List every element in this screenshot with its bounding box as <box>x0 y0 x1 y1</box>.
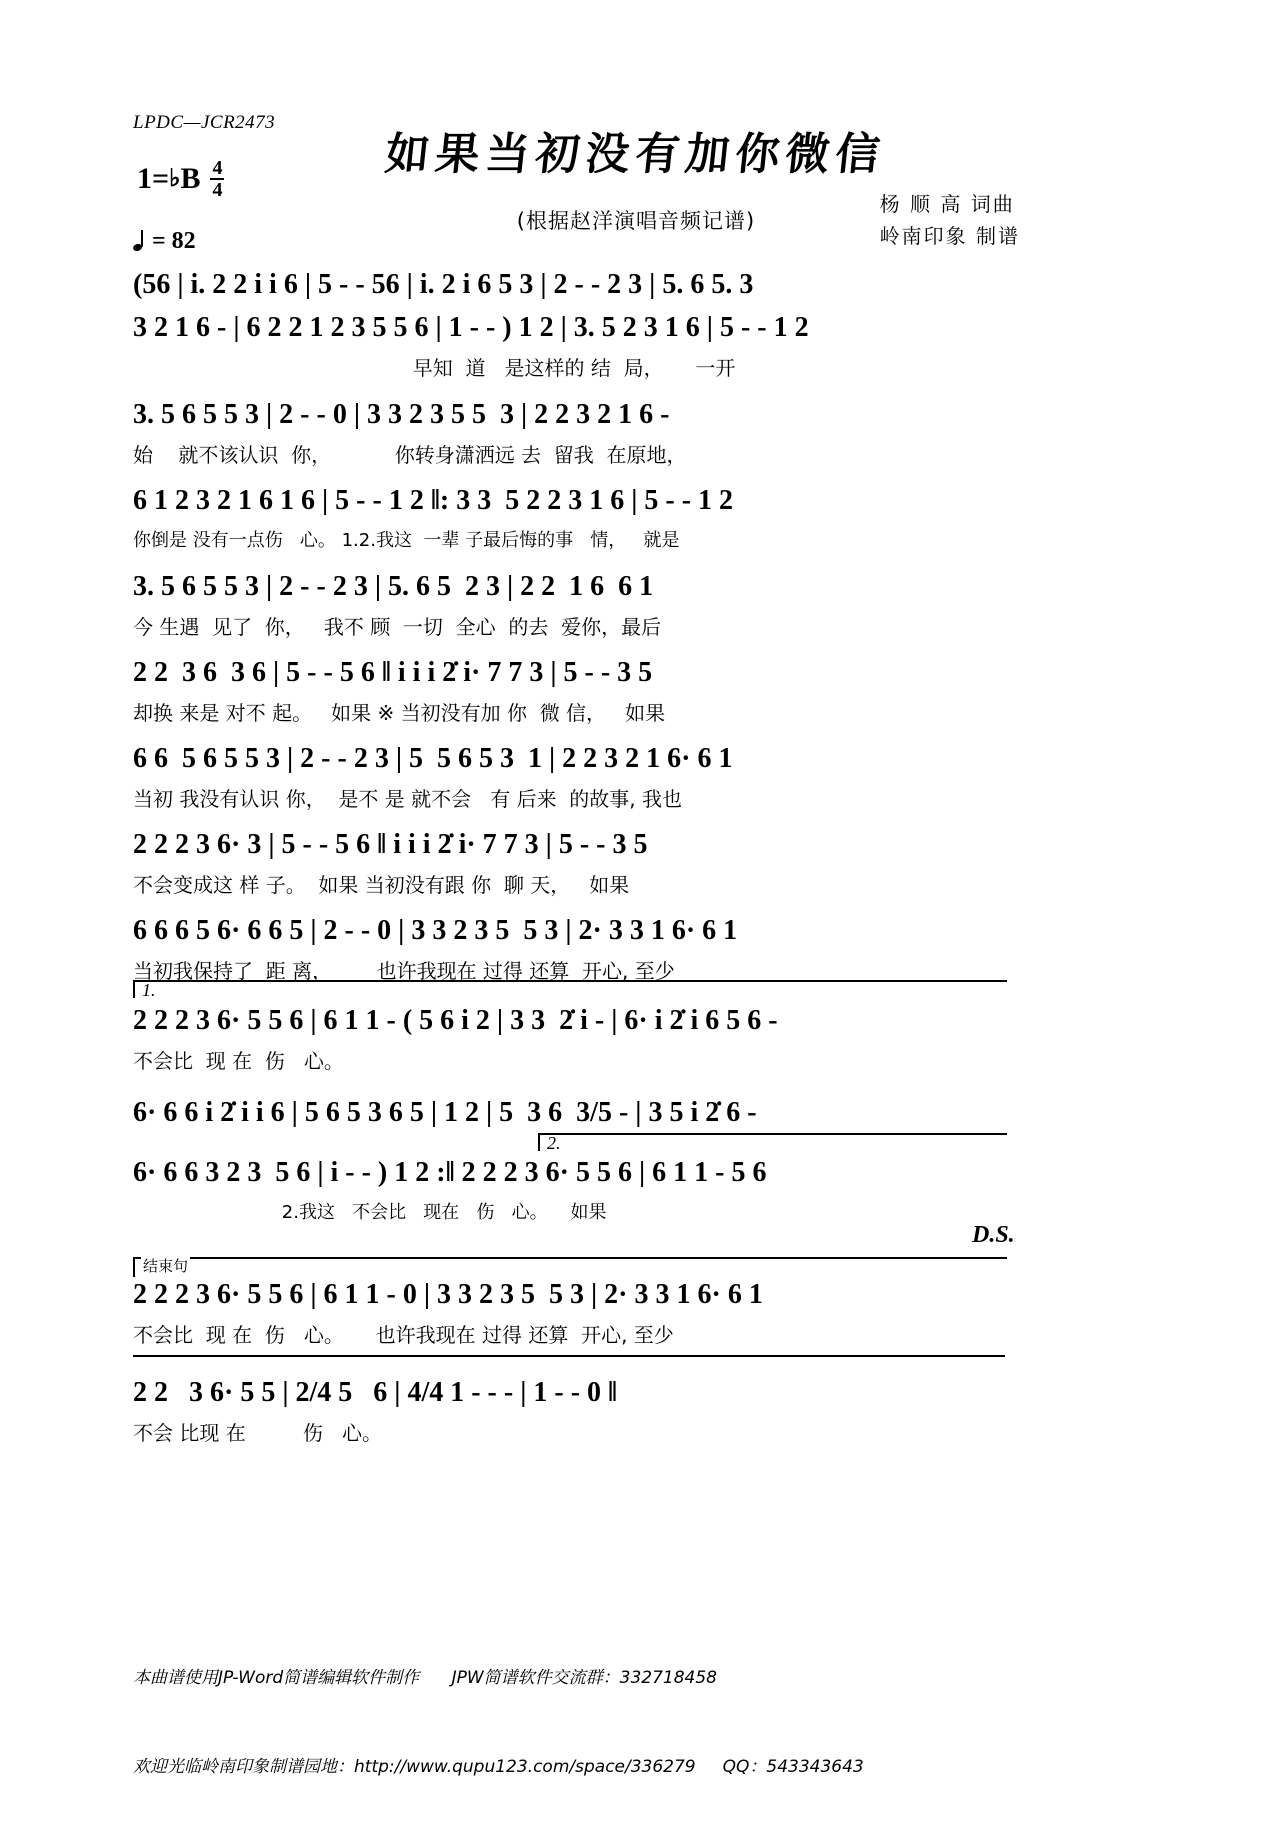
note-row: (56 | i. 2 2 i i 6 | 5 - - 56 | i. 2 i 6 5 3 | 2 - - 2 3 | 5. 6 5. 3 <box>133 269 754 300</box>
note-row: 2 2 2 3 6· 3 | 5 - - 5 6 ‖ i i i 2̇ i· 7 7 3 | 5 - - 3 5 <box>133 829 648 860</box>
note-row: 6 1 2 3 2 1 6 1 6 | 5 - - 1 2 ‖: 3 3 5 2 2 3 1 6 | 5 - - 1 2 <box>133 485 734 516</box>
footer-line-website: 欢迎光临岭南印象制谱园地：http://www.qupu123.com/space/336279 QQ：543343643 <box>133 1756 864 1777</box>
tempo-value: = 82 <box>152 228 196 254</box>
lyric-row: 2.我这 不会比 现在 伤 心。 如果 <box>133 1202 607 1223</box>
volta-bracket-2 <box>538 1133 1007 1151</box>
music-system <box>133 822 1005 902</box>
catalog-number: LPDC—JCR2473 <box>133 112 276 133</box>
note-row: 3. 5 6 5 5 3 | 2 - - 0 | 3 3 2 3 5 5 3 | 2 2 3 2 1 6 - <box>133 399 670 430</box>
lyric-row: 今 生遇 见了 你， 我不 顾 一切 全心 的去 爱你，最后 <box>133 615 662 639</box>
music-system <box>133 262 1005 308</box>
lyric-row: 不会 比现 在 伤 心。 <box>133 1421 383 1445</box>
note-row: 6· 6 6 i 2̇ i i 6 | 5 6 5 3 6 5 | 1 2 | 5 3 6 3/5 - | 3 5 i 2̇ 6 - <box>133 1097 757 1128</box>
key-signature <box>137 158 224 201</box>
volta-number: 1. <box>142 980 156 1000</box>
time-signature-denominator: 4 <box>212 179 223 202</box>
section-divider <box>133 1355 1005 1357</box>
credits <box>880 188 1020 253</box>
note-row: 3. 5 6 5 5 3 | 2 - - 2 3 | 5. 6 5 2 3 | 2 2 1 6 6 1 <box>133 571 654 602</box>
key-letter: B <box>180 162 201 196</box>
volta-bracket-1 <box>133 980 1007 998</box>
note-row: 6 6 6 5 6· 6 6 5 | 2 - - 0 | 3 3 2 3 5 5 3 | 2· 3 3 1 6· 6 1 <box>133 915 738 946</box>
lyric-row: 当初 我没有认识 你， 是不 是 就不会 有 后来 的故事, 我也 <box>133 787 683 811</box>
lyric-row: 始 就不该认识 你， 你转身潇洒远 去 留我 在原地， <box>133 443 687 467</box>
time-signature-numerator: 4 <box>212 157 223 179</box>
quarter-note-icon <box>133 232 149 252</box>
music-system <box>133 1150 1005 1230</box>
lyric-row: 不会比 现 在 伤 心。 也许我现在 过得 还算 开心, 至少 <box>133 1323 674 1347</box>
dal-segno-marking: D.S. <box>972 1222 1015 1248</box>
music-system <box>133 478 1005 558</box>
time-signature <box>210 158 224 201</box>
music-system <box>133 650 1005 730</box>
music-system <box>133 392 1005 472</box>
footer-line-software: 本曲谱使用JP-Word简谱编辑软件制作 JPW简谱软件交流群：332718458 <box>133 1667 718 1688</box>
lyric-row: 当初我保持了 距 离， 也许我现在 过得 还算 开心, 至少 <box>133 959 675 983</box>
flat-icon: ♭ <box>169 166 181 193</box>
music-system <box>133 564 1005 644</box>
volta-number: 2. <box>547 1133 561 1153</box>
note-row: 3 2 1 6 - | 6 2 2 1 2 3 5 5 6 | 1 - - ) 1 2 | 3. 5 2 3 1 6 | 5 - - 1 2 <box>133 312 809 343</box>
lyric-row: 不会比 现 在 伤 心。 <box>133 1049 344 1073</box>
music-system <box>133 1370 1005 1450</box>
music-system <box>133 1090 1005 1136</box>
note-row: 2 2 3 6 3 6 | 5 - - 5 6 ‖ i i i 2̇ i· 7 7 3 | 5 - - 3 5 <box>133 657 653 688</box>
coda-label: 结束句 <box>143 1257 189 1275</box>
note-row: 2 2 3 6· 5 5 | 2/4 5 6 | 4/4 1 - - - | 1 - - 0 ‖ <box>133 1377 618 1408</box>
note-row: 2 2 2 3 6· 5 5 6 | 6 1 1 - 0 | 3 3 2 3 5 5 3 | 2· 3 3 1 6· 6 1 <box>133 1279 763 1310</box>
note-row: 6 6 5 6 5 5 3 | 2 - - 2 3 | 5 5 6 5 3 1 | 2 2 3 2 1 6· 6 1 <box>133 743 733 774</box>
note-row: 2 2 2 3 6· 5 5 6 | 6 1 1 - ( 5 6 i 2 | 3 3 2̇ i - | 6· i 2̇ i 6 5 6 - <box>133 1005 778 1036</box>
music-system <box>133 305 1005 385</box>
music-system <box>133 998 1005 1078</box>
credit-engraver: 岭南印象 制谱 <box>879 224 1020 249</box>
note-row: 6· 6 6 3 2 3 5 6 | i - - ) 1 2 :‖ 2 2 2 3 6· 5 5 6 | 6 1 1 - 5 6 <box>133 1157 767 1188</box>
subtitle: (根据赵洋演唱音频记谱) <box>516 209 756 233</box>
lyric-row: 你倒是 没有一点伤 心。 1.2.我这 一辈 子最后悔的事 情， 就是 <box>133 530 680 551</box>
key-label: 1= <box>137 162 170 196</box>
lyric-row: 却换 来是 对不 起。 如果 ※ 当初没有加 你 微 信， 如果 <box>133 701 666 725</box>
credit-lyricist-composer: 杨 顺 高 词曲 <box>879 192 1015 216</box>
lyric-row: 早知 道 是这样的 结 局， 一开 <box>133 356 736 380</box>
page-title: 如果当初没有加你微信 <box>382 129 889 180</box>
music-system <box>133 736 1005 816</box>
lyric-row: 不会变成这 样 子。 如果 当初没有跟 你 聊 天， 如果 <box>133 873 630 897</box>
footer <box>133 1604 864 1842</box>
music-system <box>133 908 1005 988</box>
tempo-marking <box>133 228 196 255</box>
music-system <box>133 1272 1005 1352</box>
